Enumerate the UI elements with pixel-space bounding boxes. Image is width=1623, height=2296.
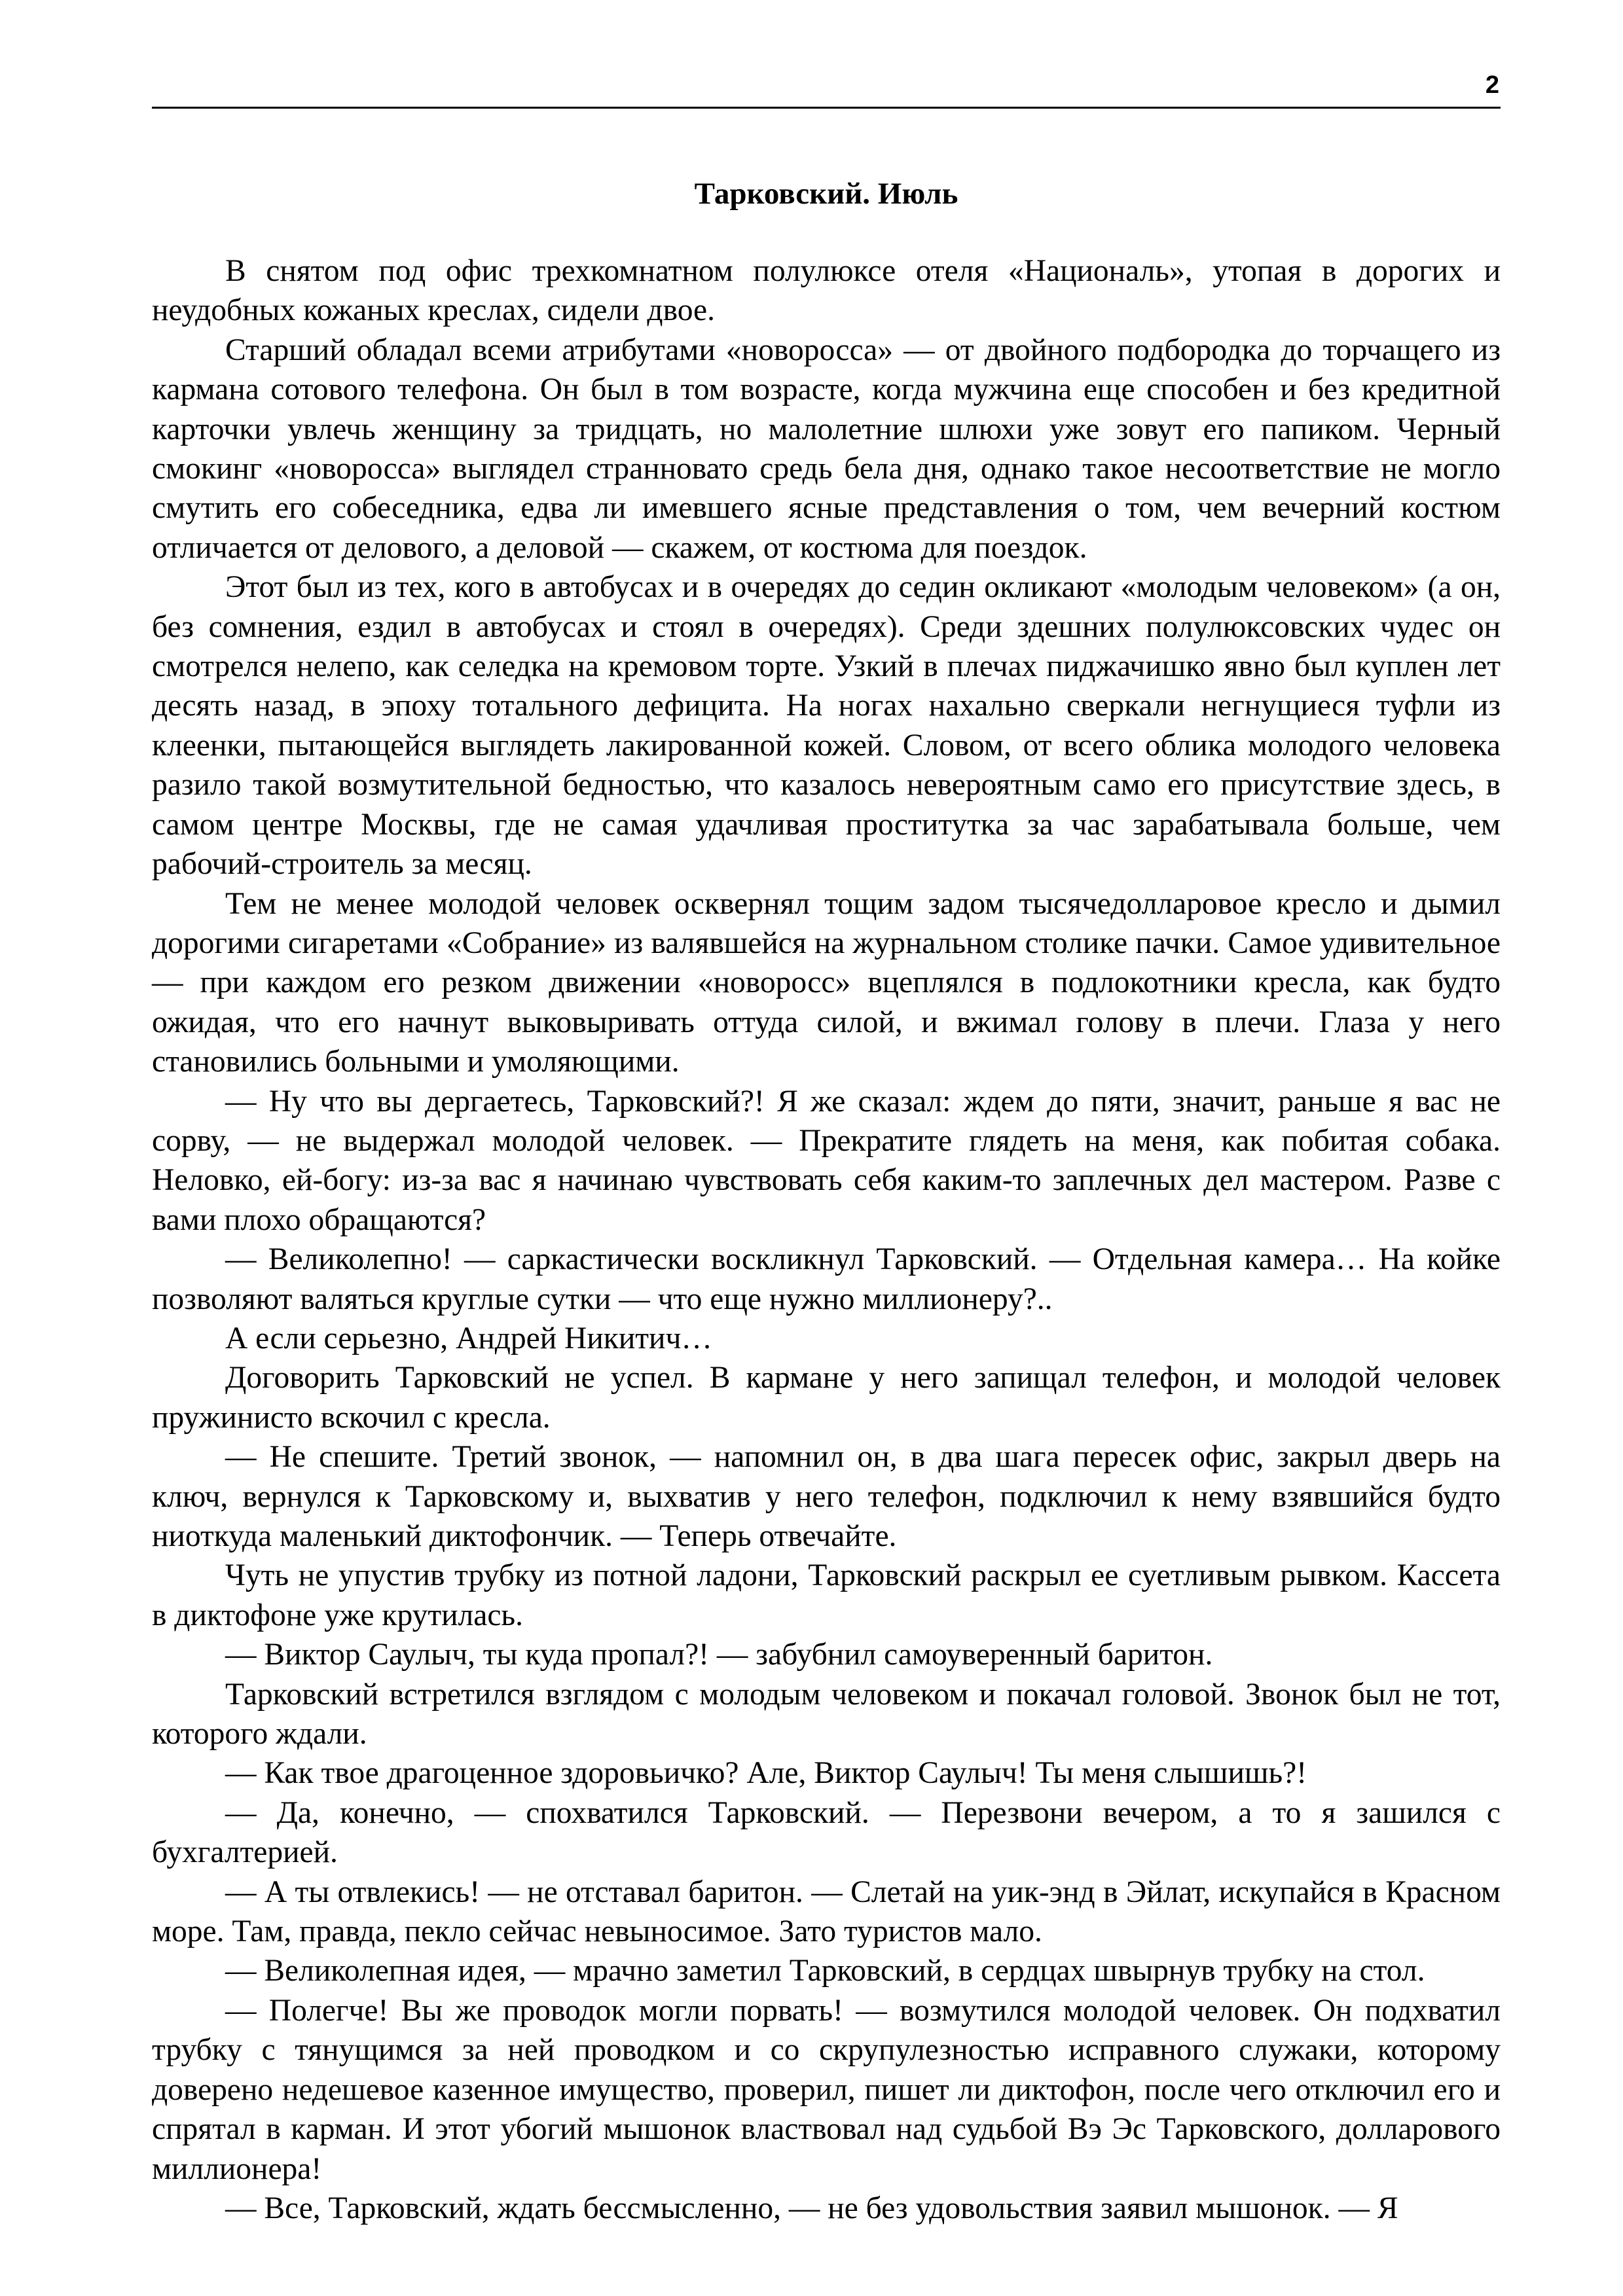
page-number: 2 [1485, 71, 1499, 99]
paragraph: — Полегче! Вы же проводок могли порвать! — возмутился молодой человек. Он подхватил трубку с тянущимся за ней проводком и со скрупулезностью исправного служаки, которому доверено недешевое казенное имущество, проверил, пишет ли диктофон, после чего отключил его и спрятал в карман. И этот убогий мышонок властвовал над судьбой Вэ Эс Тарковского, долларового миллионера! [152, 1993, 1501, 2186]
paragraph: — Да, конечно, — спохватился Тарковский. — Перезвони вечером, а то я зашился с бухгалтерией. [152, 1795, 1501, 1870]
paragraph: Старший обладал всеми атрибутами «новоросса» — от двойного подбородка до торчащего из кармана сотового телефона. Он был в том возрасте, когда мужчина еще способен и без кредитной карточки увлечь женщину за тридцать, но малолетние шлюхи уже зовут его папиком. Черный смокинг «новоросса» выглядел странновато средь бела дня, однако такое несоответствие не могло смутить его собеседника, едва ли имевшего ясные представления о том, чем вечерний костюм отличается от делового, а деловой — скажем, от костюма для поездок. [152, 332, 1501, 565]
paragraph: Договорить Тарковский не успел. В кармане у него запищал телефон, и молодой человек пружинисто вскочил с кресла. [152, 1361, 1501, 1435]
paragraph: — А ты отвлекись! — не отставал баритон. — Слетай на уик-энд в Эйлат, искупайся в Красном море. Там, правда, пекло сейчас невыносимое. Зато туристов мало. [152, 1874, 1501, 1949]
header-rule [152, 107, 1501, 109]
body-text [152, 251, 1501, 2228]
paragraph: — Все, Тарковский, ждать бессмысленно, — не без удовольствия заявил мышонок. — Я [225, 2191, 1398, 2225]
paragraph: Тем не менее молодой человек осквернял тощим задом тысячедолларовое кресло и дымил дорогими сигаретами «Собрание» из валявшейся на журнальном столике пачки. Самое удивительное — при каждом его резком движении «новоросс» вцеплялся в подлокотники кресла, как будто ожидая, что его начнут выковыривать оттуда силой, и вжимал голову в плечи. Глаза у него становились больными и умоляющими. [152, 886, 1501, 1079]
paragraph: Этот был из тех, кого в автобусах и в очередях до седин окликают «молодым человеком» (а он, без сомнения, ездил в автобусах и стоял в очередях). Среди здешних полулюксовских чудес он смотрелся нелепо, как селедка на кремовом торте. Узкий в плечах пиджачишко явно был куплен лет десять назад, в эпоху тотального дефицита. На ногах нахально сверкали негнущиеся туфли из клеенки, пытающейся выглядеть лакированной кожей. Словом, от всего облика молодого человека разило такой возмутительной бедностью, что казалось невероятным само его присутствие здесь, в самом центре Москвы, где не самая удачливая проститутка за час зарабатывала больше, чем рабочий-строитель за месяц. [152, 570, 1501, 882]
paragraph: — Не спешите. Третий звонок, — напомнил он, в два шага пересек офис, закрыл дверь на ключ, вернулся к Тарковскому и, выхватив у него телефон, подключил к нему взявшийся будто ниоткуда маленький диктофончик. — Теперь отвечайте. [152, 1440, 1501, 1553]
chapter-title: Тарковский. Июль [694, 177, 958, 211]
paragraph: В снятом под офис трехкомнатном полулюксе отеля «Националь», утопая в дорогих и неудобных кожаных креслах, сидели двое. [152, 254, 1501, 328]
paragraph: — Великолепно! — саркастически воскликнул Тарковский. — Отдельная камера… На койке позволяют валяться круглые сутки — что еще нужно миллионеру?.. [152, 1242, 1501, 1316]
paragraph: Тарковский встретился взглядом с молодым человеком и покачал головой. Звонок был не тот, которого ждали. [152, 1677, 1501, 1751]
paragraph: — Ну что вы дергаетесь, Тарковский?! Я же сказал: ждем до пяти, значит, раньше я вас не сорву, — не выдержал молодой человек. — Прекратите глядеть на меня, как побитая собака. Неловко, ей-богу: из-за вас я начинаю чувствовать себя каким-то заплечных дел мастером. Разве с вами плохо обращаются? [152, 1084, 1501, 1237]
paragraph: — Как твое драгоценное здоровьичко? Але, Виктор Саулыч! Ты меня слышишь?! [225, 1756, 1307, 1791]
paragraph: А если серьезно, Андрей Никитич… [225, 1321, 712, 1355]
paragraph: — Виктор Саулыч, ты куда пропал?! — забубнил самоуверенный баритон. [225, 1638, 1213, 1672]
paragraph: — Великолепная идея, — мрачно заметил Тарковский, в сердцах швырнув трубку на стол. [225, 1954, 1425, 1988]
paragraph: Чуть не упустив трубку из потной ладони, Тарковский раскрыл ее суетливым рывком. Кассета в диктофоне уже крутилась. [152, 1558, 1501, 1632]
